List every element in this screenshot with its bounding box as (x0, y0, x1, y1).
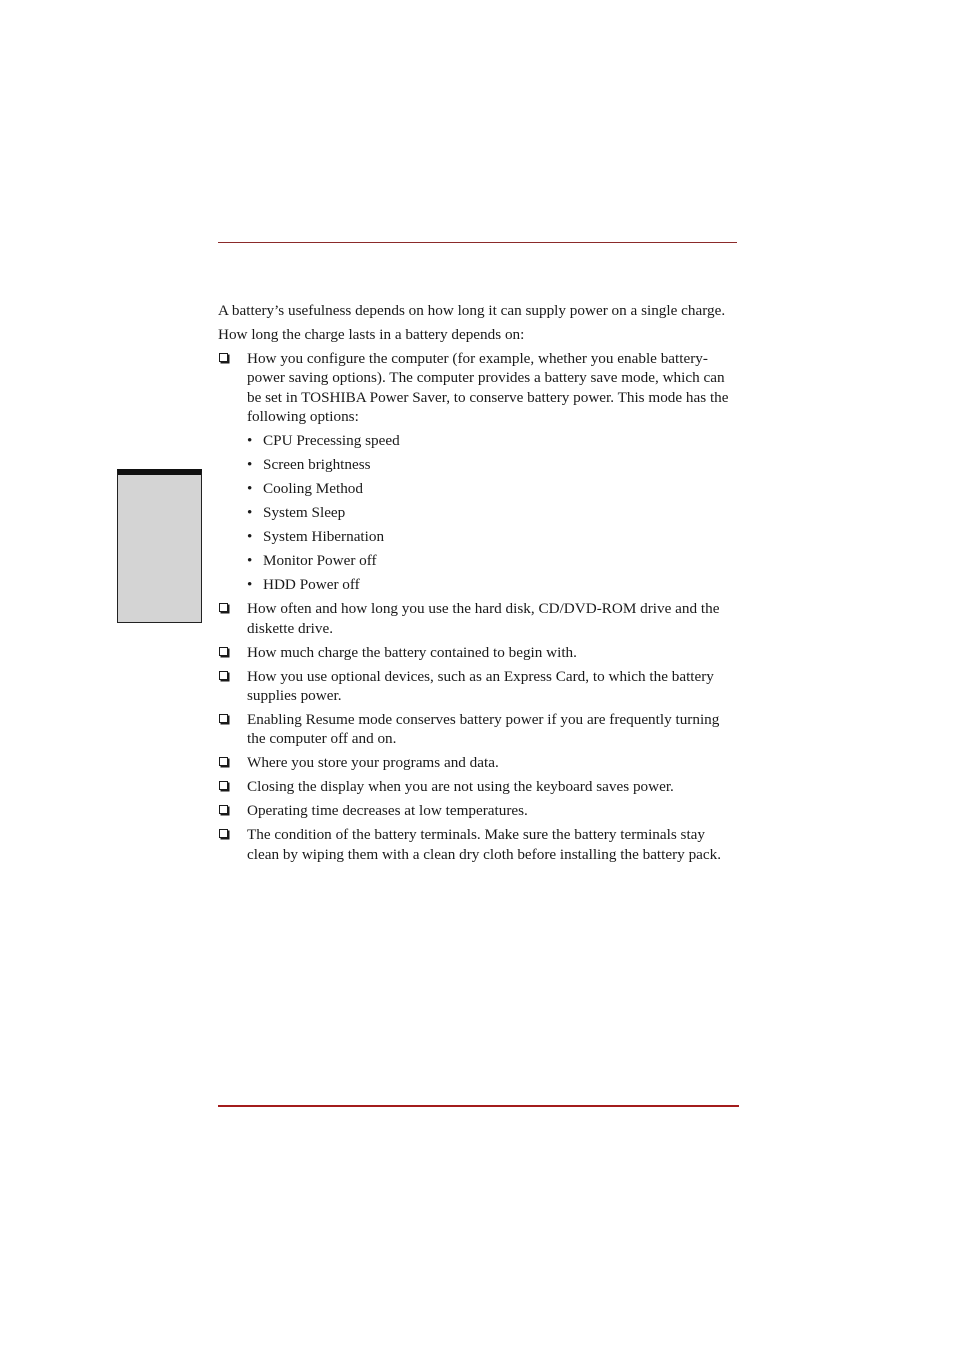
bullet-icon: • (247, 504, 253, 522)
list-item-text: The condition of the battery terminals. Make sure the battery terminals stay clean by wiping them with a clean dry cloth before installing the battery pack. (247, 826, 722, 863)
option-list (247, 431, 738, 594)
list-item-text: How you configure the computer (for example, whether you enable battery-power saving options). The computer provides a battery save mode, which can be set in TOSHIBA Power Saver, to conserve battery power. This mode has the following options: (247, 350, 729, 426)
list-item-text: System Sleep (263, 504, 346, 522)
list-item-text: HDD Power off (263, 576, 360, 594)
list-item (218, 801, 738, 820)
checkbox-bullet-icon (219, 671, 228, 680)
checkbox-bullet-icon (219, 805, 228, 814)
list-item-text: Cooling Method (263, 480, 363, 498)
list-item (218, 667, 738, 706)
list-item (218, 349, 738, 595)
list-item (247, 431, 738, 450)
list-item (218, 825, 738, 864)
bullet-icon: • (247, 528, 253, 546)
list-item (218, 710, 738, 749)
list-item (247, 527, 738, 546)
checkbox-bullet-icon (219, 757, 228, 766)
footer-rule (218, 1105, 739, 1107)
checkbox-bullet-icon (219, 829, 228, 838)
list-item-text: Screen brightness (263, 456, 371, 474)
header-rule (218, 242, 737, 243)
list-item-text: System Hibernation (263, 528, 385, 546)
page-content (218, 301, 738, 869)
bullet-icon: • (247, 552, 253, 570)
bullet-icon: • (247, 576, 253, 594)
list-item (218, 753, 738, 772)
intro-paragraph: How long the charge lasts in a battery depends on: (218, 326, 525, 343)
checkbox-bullet-icon (219, 781, 228, 790)
list-item-text: Where you store your programs and data. (247, 754, 499, 772)
list-item-text: Operating time decreases at low temperatures. (247, 802, 528, 820)
checkbox-bullet-icon (219, 603, 228, 612)
list-item-text: CPU Precessing speed (263, 432, 400, 450)
list-item (247, 503, 738, 522)
list-item-text: How much charge the battery contained to begin with. (247, 643, 577, 661)
list-item-text: How often and how long you use the hard disk, CD/DVD-ROM drive and the diskette drive. (247, 600, 720, 637)
list-item-text: How you use optional devices, such as an Express Card, to which the battery supplies power. (247, 667, 714, 705)
intro-paragraph: A battery’s usefulness depends on how long it can supply power on a single charge. (218, 302, 726, 319)
factor-list (218, 349, 738, 864)
bullet-icon: • (247, 480, 253, 498)
list-item (218, 599, 738, 638)
list-item (218, 643, 738, 662)
bullet-icon: • (247, 456, 253, 474)
list-item-text: Monitor Power off (263, 552, 377, 570)
list-item (247, 479, 738, 498)
list-item (247, 551, 738, 570)
checkbox-bullet-icon (219, 353, 228, 362)
list-item (218, 777, 738, 796)
checkbox-bullet-icon (219, 714, 228, 723)
list-item-text: Closing the display when you are not using the keyboard saves power. (247, 778, 674, 796)
bullet-icon: • (247, 432, 253, 450)
list-item (247, 575, 738, 594)
list-item-text: Enabling Resume mode conserves battery power if you are frequently turning the computer off and on. (247, 711, 720, 748)
checkbox-bullet-icon (219, 647, 228, 656)
list-item (247, 455, 738, 474)
chapter-side-tab (117, 469, 202, 623)
